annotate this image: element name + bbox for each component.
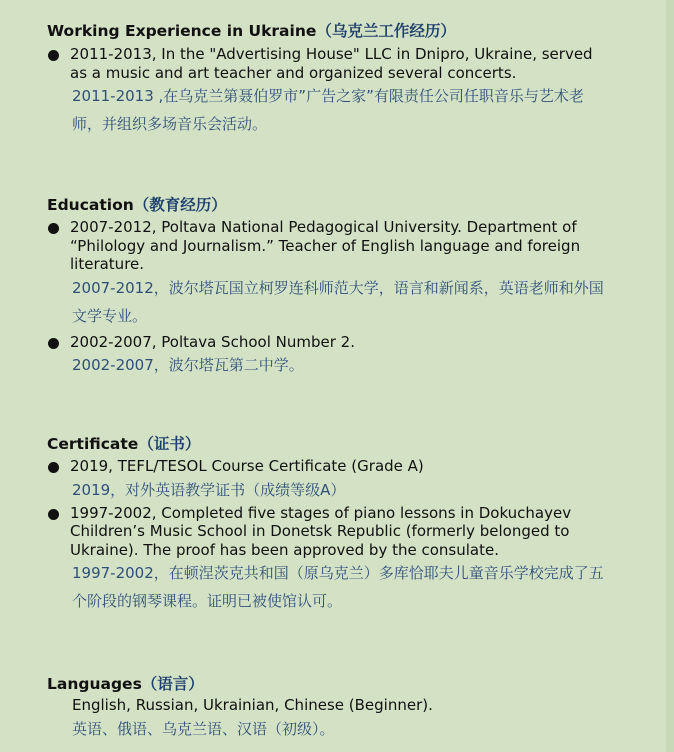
section-certificate [47,434,657,615]
list-item [47,457,657,504]
bullet-icon [48,223,59,234]
item-text-en: 2011-2013, In the "Advertising House" LLC in Dnipro, Ukraine, served as a music and art teacher and organized several concerts. [70,45,593,82]
item-text-en: 2019, TEFL/TESOL Course Certificate (Grade A) [70,457,424,475]
item-text-en: 2007-2012, Poltava National Pedagogical University. Department of “Philology and Journalism.” Teacher of English language and foreign literature. [70,218,581,273]
bullet-icon [48,50,59,61]
section-education [47,195,657,379]
languages-text-zh: 英语、俄语、乌克兰语、汉语（初级）。 [72,719,335,738]
section-heading: Certificate（证书） [47,435,201,453]
item-text-zh: 1997-2002，在顿涅茨克共和国（原乌克兰）多库恰耶夫儿童音乐学校完成了五个阶段的钢琴课程。证明已被使馆认可。 [72,564,604,610]
section-work-experience [47,21,657,138]
item-text-zh: 2002-2007，波尔塔瓦第二中学。 [72,356,304,374]
section-languages [47,674,657,743]
item-text-en: 2002-2007, Poltava School Number 2. [70,332,355,351]
item-text-zh: 2019，对外英语教学证书（成绩等级A） [72,480,346,499]
list-item [47,45,657,138]
bullet-icon [48,509,59,520]
list-item [47,504,657,616]
section-heading: Languages（语言） [47,675,204,693]
list-item [47,333,657,380]
bullet-icon [48,338,59,349]
list-item [47,218,657,330]
item-text-en: 1997-2002, Completed five stages of piano lessons in Dokuchayev Children’s Music School in Donetsk Republic (formerly belonged to Ukraine). The proof has been approved by the consulate. [70,503,572,559]
section-heading: Working Experience in Ukraine（乌克兰工作经历） [47,22,456,40]
languages-text-en: English, Russian, Ukrainian, Chinese (Beginner). [72,696,433,714]
item-text-zh: 2011-2013 ,在乌克兰第聂伯罗市”广告之家”有限责任公司任职音乐与艺术老师，并组织多场音乐会活动。 [72,87,584,133]
bullet-icon [48,462,59,473]
item-text-zh: 2007-2012，波尔塔瓦国立柯罗连科师范大学，语言和新闻系，英语老师和外国文学专业。 [72,278,604,325]
section-heading: Education（教育经历） [47,196,227,214]
right-edge-strip [666,0,674,752]
